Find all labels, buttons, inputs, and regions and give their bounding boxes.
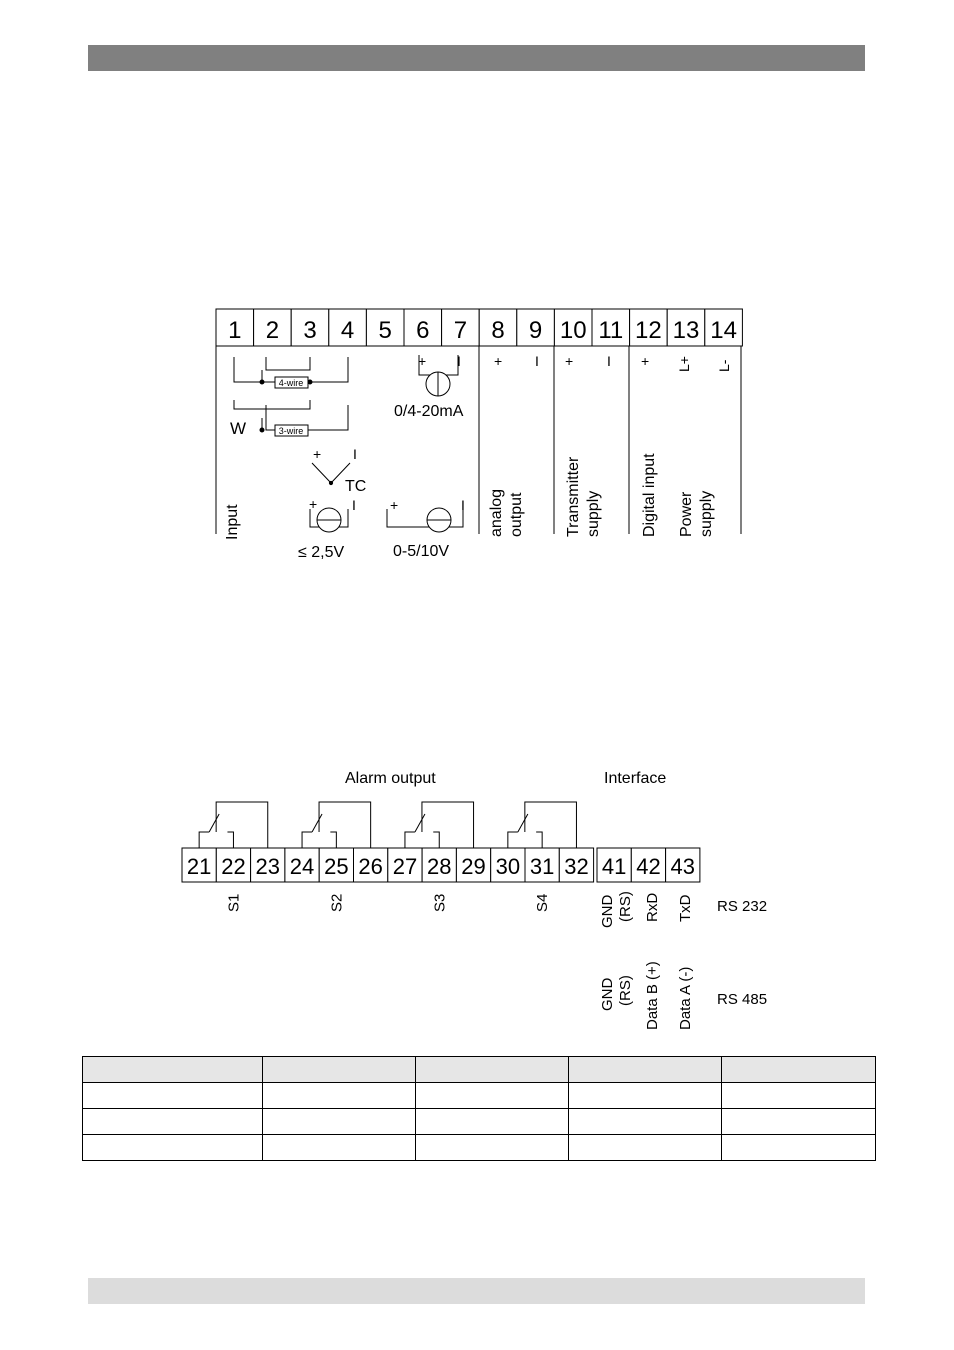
terminal-number: 43 <box>670 854 695 879</box>
terminal-number: 22 <box>221 854 246 879</box>
rs232-gnd: GND <box>599 894 616 928</box>
analog-output-plus: + <box>494 353 503 369</box>
vs-large-plus: + <box>390 497 399 513</box>
terminal-number: 9 <box>528 317 543 344</box>
relay-contact <box>227 832 233 848</box>
table-cell <box>83 1083 263 1109</box>
transmitter-label-2: supply <box>585 490 602 537</box>
terminal-number: 1 <box>228 317 242 344</box>
terminal-number: 8 <box>491 317 505 344</box>
table-cell <box>83 1057 263 1083</box>
voltage-large-label: 0-5/10V <box>393 543 450 560</box>
relay-contact <box>330 832 336 848</box>
voltage-source-large-symbol <box>387 508 463 532</box>
vs-large-minus: I <box>461 497 465 513</box>
terminal-number: 24 <box>289 854 315 879</box>
relay-switch <box>209 814 219 832</box>
rs485-data-a: Data A (-) <box>677 966 694 1030</box>
rs232-gnd-sub: (RS) <box>617 891 634 922</box>
relay-contact <box>536 832 542 848</box>
cs-minus: I <box>457 353 461 369</box>
terminal-number: 7 <box>453 317 468 344</box>
table-row <box>83 1135 876 1161</box>
terminal-number: 32 <box>564 854 589 879</box>
w-label: W <box>230 419 247 438</box>
table-cell <box>416 1109 569 1135</box>
tc-plus: + <box>313 446 322 462</box>
relay-labels <box>225 894 551 912</box>
relay-symbols <box>199 802 576 848</box>
rs485-data-b: Data B (+) <box>644 961 661 1030</box>
table-cell <box>263 1057 416 1083</box>
table-cell <box>722 1083 876 1109</box>
relay-label: S3 <box>431 893 449 912</box>
relay-switch <box>415 814 425 832</box>
interface-title: Interface <box>604 770 667 787</box>
power-l-plus: L+ <box>676 356 692 372</box>
analog-output-label-1: analog <box>488 488 505 537</box>
terminal-number: 14 <box>710 317 737 344</box>
voltage-small-label: ≤ 2,5V <box>298 544 345 561</box>
relay-label: S4 <box>534 893 552 912</box>
terminal-number: 23 <box>255 854 280 879</box>
cs-plus: + <box>418 353 427 369</box>
relay-contact <box>508 832 518 848</box>
four-wire-label: 4-wire <box>278 378 304 388</box>
table-cell <box>263 1135 416 1161</box>
terminal-number: 29 <box>461 854 486 879</box>
transmitter-plus: + <box>565 353 574 369</box>
relay-common <box>216 802 268 848</box>
power-supply-label-2: supply <box>698 490 715 537</box>
terminal-number: 30 <box>495 854 521 879</box>
tc-label: TC <box>345 478 367 495</box>
table-cell <box>569 1135 722 1161</box>
terminal-number: 3 <box>303 317 317 344</box>
digital-input-plus: + <box>641 353 650 369</box>
alarm-terminal-strip <box>182 848 594 882</box>
terminal-number: 10 <box>559 317 587 344</box>
relay-contact <box>433 832 439 848</box>
relay-contact <box>405 832 415 848</box>
footer-bar <box>88 1278 865 1304</box>
terminal-number: 27 <box>392 854 418 879</box>
group-dividers <box>216 346 741 534</box>
table-cell <box>722 1135 876 1161</box>
table-cell <box>569 1057 722 1083</box>
table-cell <box>83 1135 263 1161</box>
transmitter-label-1: Transmitter <box>565 456 582 537</box>
analog-output-minus: I <box>535 353 539 369</box>
vs-small-plus: + <box>309 496 318 512</box>
analog-output-label-2: output <box>508 492 525 537</box>
table-cell <box>722 1109 876 1135</box>
terminal-number: 25 <box>324 854 349 879</box>
relay-switch <box>518 814 528 832</box>
table-cell <box>263 1109 416 1135</box>
alarm-output-title: Alarm output <box>345 770 436 787</box>
relay-contact <box>199 832 209 848</box>
relay-label: S2 <box>328 893 346 912</box>
input-label: Input <box>224 504 241 540</box>
digital-input-label: Digital input <box>641 453 658 537</box>
rs485-gnd-sub: (RS) <box>617 975 634 1006</box>
rs485-label: RS 485 <box>717 991 768 1008</box>
terminal-number: 28 <box>427 854 452 879</box>
table-cell <box>569 1083 722 1109</box>
terminal-diagram-top <box>0 0 954 580</box>
current-label: 0/4-20mA <box>394 403 464 420</box>
table-cell <box>416 1057 569 1083</box>
relay-common <box>319 802 371 848</box>
table-cell <box>569 1109 722 1135</box>
terminal-diagram-alarm-interface <box>0 750 954 1040</box>
three-wire-label: 3-wire <box>278 426 304 436</box>
rs232-rxd: RxD <box>644 892 661 922</box>
rs485-gnd: GND <box>599 977 616 1011</box>
table-cell <box>416 1083 569 1109</box>
table-row <box>83 1109 876 1135</box>
terminal-number: 4 <box>340 317 355 344</box>
table-cell <box>722 1057 876 1083</box>
relay-common <box>422 802 474 848</box>
relay-common <box>525 802 577 848</box>
relay-label: S1 <box>225 893 243 912</box>
relay-contact <box>302 832 312 848</box>
table-row <box>83 1057 876 1083</box>
rs232-txd: TxD <box>677 894 694 922</box>
terminal-number: 11 <box>598 317 624 344</box>
terminal-number: 2 <box>265 317 280 344</box>
terminal-number: 41 <box>601 854 627 879</box>
terminal-number: 31 <box>529 854 555 879</box>
power-l-minus: L- <box>716 359 732 372</box>
table-cell <box>416 1135 569 1161</box>
tc-minus: I <box>353 446 357 462</box>
vs-small-minus: I <box>352 497 356 513</box>
interface-terminal-strip <box>597 848 700 882</box>
rs232-label: RS 232 <box>717 898 768 915</box>
table-cell <box>83 1109 263 1135</box>
terminal-number: 13 <box>672 317 700 344</box>
table-cell <box>263 1083 416 1109</box>
relay-switch <box>312 814 322 832</box>
terminal-number: 26 <box>358 854 383 879</box>
terminal-number: 21 <box>186 854 212 879</box>
transmitter-minus: I <box>607 353 611 369</box>
empty-table <box>82 1056 876 1161</box>
terminal-number: 12 <box>635 317 662 344</box>
terminal-number: 5 <box>378 317 392 344</box>
terminal-number: 6 <box>416 317 430 344</box>
power-supply-label-1: Power <box>678 491 695 537</box>
terminal-number: 42 <box>636 854 661 879</box>
top-terminal-strip <box>216 309 742 346</box>
table-row <box>83 1083 876 1109</box>
